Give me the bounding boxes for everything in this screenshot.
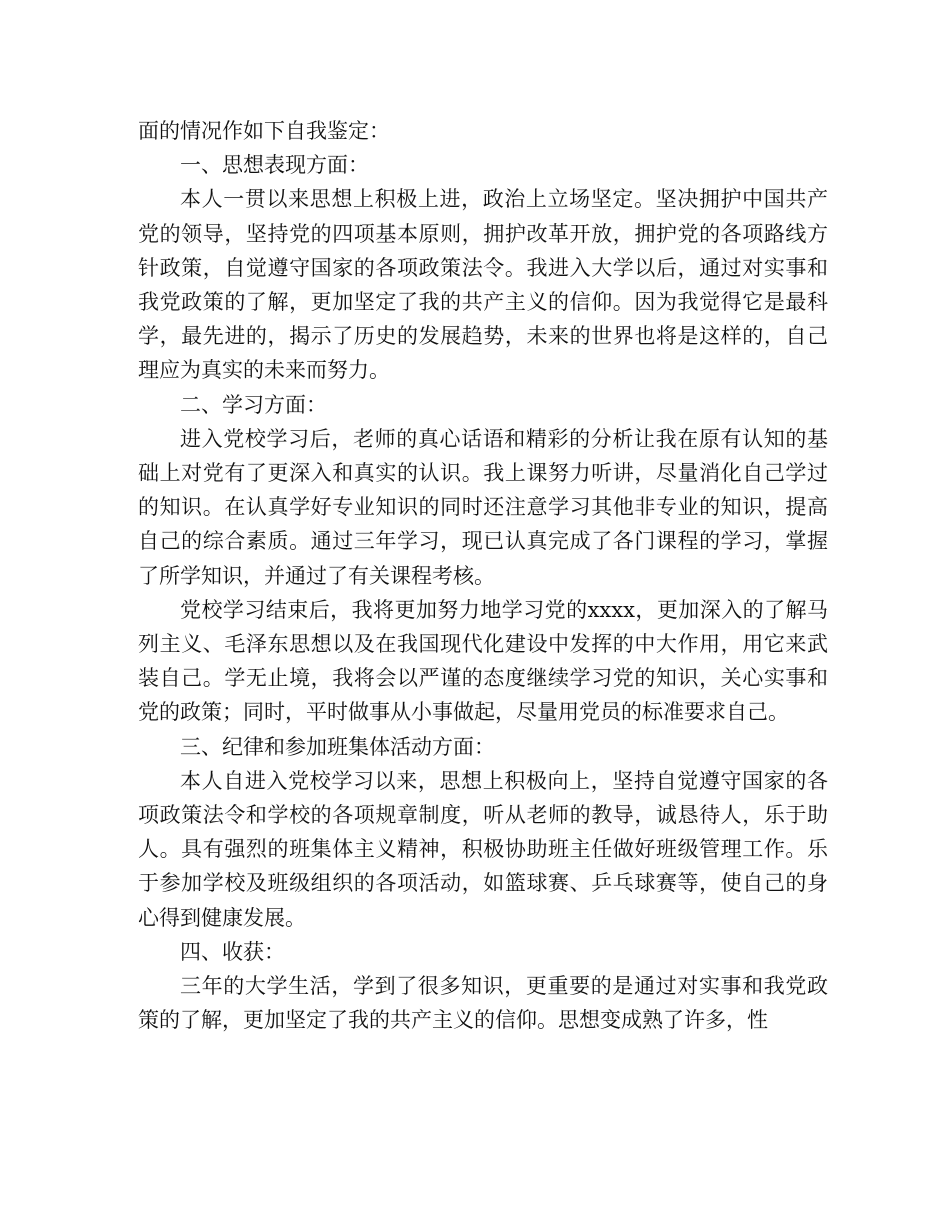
paragraph-intro-continuation: 面的情况作如下自我鉴定： [138, 119, 390, 143]
paragraph-ideology: 本人一贯以来思想上积极上进，政治上立场坚定。坚决拥护中国共产党的领导，坚持党的四项基本原则，拥护改革开放，拥护党的各项路线方针政策，自觉遵守国家的各项政策法令。我进入大学以后，通过对实事和我党政策的了解，更加坚定了我的共产主义的信仰。因为我觉得它是最科学，最先进的，揭示了历史的发展趋势，未来的世界也将是这样的，自己理应为真实的未来而努力。 [138, 187, 828, 383]
paragraph-study: 进入党校学习后，老师的真心话语和精彩的分析让我在原有认知的基础上对党有了更深入和真实的认识。我上课努力听讲，尽量消化自己学过的知识。在认真学好专业知识的同时还注意学习其他非专业的知识，提高自己的综合素质。通过三年学习，现已认真完成了各门课程的学习，掌握了所学知识，并通过了有关课程考核。 [138, 426, 828, 588]
section-heading-study: 二、学习方面： [180, 392, 327, 417]
section-heading-ideology: 一、思想表现方面： [180, 153, 369, 178]
paragraph-study-after: 党校学习结束后，我将更加努力地学习党的xxxx，更加深入的了解马列主义、毛泽东思想以及在我国现代化建设中发挥的中大作用，用它来武装自己。学无止境，我将会以严谨的态度继续学习党的知识，关心实事和党的政策；同时，平时做事从小事做起，尽量用党员的标准要求自己。 [138, 597, 828, 725]
section-heading-gains: 四、收获： [180, 939, 285, 964]
paragraph-gains: 三年的大学生活，学到了很多知识，更重要的是通过对实事和我党政策的了解，更加坚定了我的共产主义的信仰。思想变成熟了许多，性 [138, 974, 828, 1033]
document-body [138, 114, 828, 1037]
section-heading-discipline: 三、纪律和参加班集体活动方面： [180, 734, 495, 759]
paragraph-discipline: 本人自进入党校学习以来，思想上积极向上，坚持自觉遵守国家的各项政策法令和学校的各项规章制度，听从老师的教导，诚恳待人，乐于助人。具有强烈的班集体主义精神，积极协助班主任做好班级管理工作。乐于参加学校及班级组织的各项活动，如篮球赛、乒乓球赛等，使自己的身心得到健康发展。 [138, 768, 828, 930]
